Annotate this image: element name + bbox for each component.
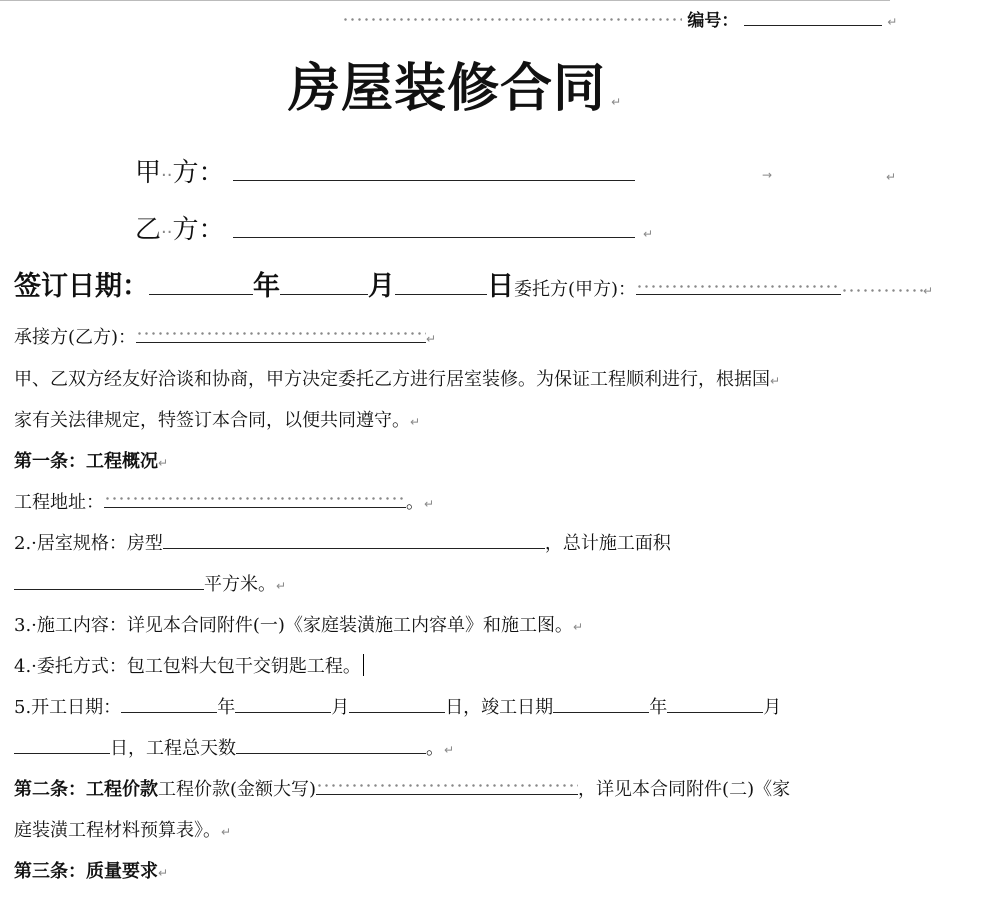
spec-mid: ，总计施工面积 <box>544 533 671 554</box>
intro-line-1: 甲、乙双方经友好洽谈和协商，甲方决定委托乙方进行居室装修。为保证工程顺利进行，根据国 <box>14 369 770 390</box>
article-2-heading: 第二条： <box>14 779 86 800</box>
contractor-field[interactable] <box>136 323 426 343</box>
dot-leader <box>342 16 682 26</box>
para-mark: ↵ <box>923 284 934 298</box>
sign-day-field[interactable] <box>395 277 487 295</box>
para-mark: ↵ <box>410 415 421 429</box>
sign-year-label: 年 <box>253 271 280 302</box>
end-month-label: 月 <box>763 697 782 718</box>
end-day-field[interactable] <box>14 734 110 754</box>
start-day-field[interactable] <box>349 693 445 713</box>
party-a-field[interactable] <box>233 153 635 181</box>
price-label: 工程价款(金额大写) <box>158 779 317 800</box>
article-1-heading: 第一条：工程概况 <box>14 451 158 472</box>
para-mark: ↵ <box>770 374 781 388</box>
price-field[interactable] <box>316 775 578 795</box>
para-mark: ↵ <box>426 332 437 346</box>
top-border <box>0 0 890 1</box>
start-year-label: 年 <box>217 697 236 718</box>
party-b-label: 乙 <box>135 215 162 245</box>
sign-day-label: 日 <box>487 271 514 302</box>
tab-arrow: → <box>762 168 773 182</box>
para-mark: ↵ <box>276 579 287 593</box>
para-mark: ↵ <box>887 15 898 29</box>
end-date-label: 日，竣工日期 <box>445 697 554 718</box>
article-2-heading-title: 工程价款 <box>86 779 158 800</box>
para-mark: ↵ <box>158 866 169 880</box>
start-month-label: 月 <box>331 697 350 718</box>
end-year-field[interactable] <box>553 693 649 713</box>
document-title: 房屋装修合同 <box>288 58 607 119</box>
party-b-fang: 方： <box>172 215 225 245</box>
para-mark: ↵ <box>643 227 654 241</box>
article-3-heading: 第三条：质量要求 <box>14 861 158 882</box>
client-label: 委托方(甲方)： <box>514 279 637 300</box>
para-mark: ↵ <box>158 456 169 470</box>
start-date-label: 5.开工日期： <box>14 697 122 718</box>
para-mark: ↵ <box>444 743 455 757</box>
para-mark: ↵ <box>611 95 622 109</box>
sign-month-label: 月 <box>368 271 395 302</box>
spec-unit: 平方米。 <box>204 574 276 595</box>
article-2-line-2: 庭装潢工程材料预算表》。 <box>14 820 221 841</box>
para-mark: ↵ <box>886 170 897 184</box>
total-days-label: 日，工程总天数 <box>110 738 236 759</box>
end-month-field[interactable] <box>667 693 763 713</box>
price-after: ，详见本合同附件(二)《家 <box>578 779 791 800</box>
period: 。 <box>426 738 444 759</box>
number-label: 编号： <box>687 11 739 31</box>
party-a-label: 甲 <box>135 158 162 188</box>
party-b-field[interactable] <box>233 210 635 238</box>
address-end: 。 <box>406 492 424 513</box>
dot-leader <box>841 287 923 295</box>
area-field[interactable] <box>14 570 204 590</box>
end-year-label: 年 <box>649 697 668 718</box>
client-field[interactable] <box>636 277 841 295</box>
sign-year-field[interactable] <box>149 277 253 295</box>
commission-method: 4.·委托方式：包工包料大包干交钥匙工程。 <box>14 656 361 677</box>
spec-label: 2.·居室规格：房型 <box>14 533 163 554</box>
sign-date-label: 签订日期： <box>14 271 149 302</box>
start-month-field[interactable] <box>235 693 331 713</box>
para-mark: ↵ <box>221 825 232 839</box>
party-a-fang: 方： <box>172 158 225 188</box>
sign-month-field[interactable] <box>280 277 368 295</box>
construction-content: 3.·施工内容：详见本合同附件(一)《家庭装潢施工内容单》和施工图。 <box>14 615 573 636</box>
room-type-field[interactable] <box>163 529 545 549</box>
text-cursor <box>363 654 365 676</box>
intro-line-2: 家有关法律规定，特签订本合同，以便共同遵守。 <box>14 410 410 431</box>
start-year-field[interactable] <box>121 693 217 713</box>
total-days-field[interactable] <box>236 734 426 754</box>
number-field[interactable] <box>744 7 882 26</box>
para-mark: ↵ <box>424 497 435 511</box>
address-field[interactable] <box>104 488 406 508</box>
para-mark: ↵ <box>572 620 583 634</box>
contractor-label: 承接方(乙方)： <box>14 327 137 348</box>
address-label: 工程地址： <box>14 492 104 513</box>
number-row <box>342 6 897 31</box>
